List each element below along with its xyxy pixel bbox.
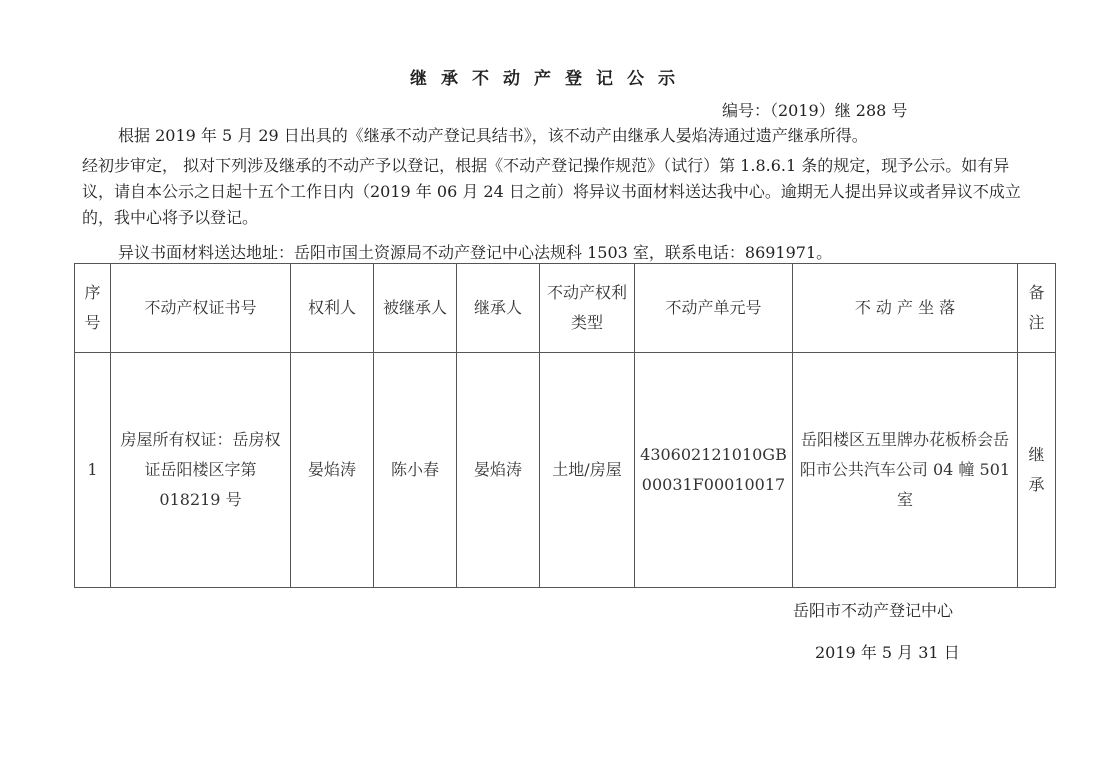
header-unit-number: 不动产单元号 <box>635 264 793 353</box>
cell-heir: 晏焰涛 <box>457 353 540 588</box>
header-decedent: 被继承人 <box>374 264 457 353</box>
cell-decedent: 陈小春 <box>374 353 457 588</box>
cell-remarks: 继承 <box>1018 353 1056 588</box>
paragraph-objection-address: 异议书面材料送达地址：岳阳市国土资源局不动产登记中心法规科 1503 室，联系电话：8691971。 <box>118 243 833 262</box>
header-remarks: 备注 <box>1018 264 1056 353</box>
paragraph-inheritance-basis: 根据 2019 年 5 月 29 日出具的《继承不动产登记具结书》，该不动产由继承人晏焰涛通过遗产继承所得。 <box>118 126 868 145</box>
cell-serial-number: 1 <box>75 353 111 588</box>
issue-date: 2019 年 5 月 31 日 <box>815 643 960 662</box>
table-header-row <box>75 264 1056 353</box>
paragraph-review-notice: 经初步审定， 拟对下列涉及继承的不动产予以登记，根据《不动产登记操作规范》（试行）第 1.8.6.1 条的规定，现予公示。如有异议，请自本公示之日起十五个工作日内（2019 年 06 月 24 日之前）将异议书面材料送达我中心。逾期无人提出异议或者异议不成立的，我中心将予以登记。 <box>82 156 1021 227</box>
property-table <box>74 263 1056 588</box>
header-right-type: 不动产权利类型 <box>540 264 635 353</box>
cell-right-type: 土地/房屋 <box>540 353 635 588</box>
cell-unit-number: 430602121010GB00031F00010017 <box>635 353 793 588</box>
header-location: 不 动 产 坐 落 <box>793 264 1018 353</box>
cell-right-holder: 晏焰涛 <box>291 353 374 588</box>
notice-title: 继承不动产登记公示 <box>410 69 689 89</box>
document-number: 编号：（2019）继 288 号 <box>722 101 908 120</box>
cell-location: 岳阳楼区五里牌办花板桥会岳阳市公共汽车公司 04 幢 501 室 <box>793 353 1018 588</box>
header-right-holder: 权利人 <box>291 264 374 353</box>
header-certificate-number: 不动产权证书号 <box>111 264 291 353</box>
header-serial-number: 序号 <box>75 264 111 353</box>
issuing-organization: 岳阳市不动产登记中心 <box>793 601 954 620</box>
header-heir: 继承人 <box>457 264 540 353</box>
table-row <box>75 353 1056 588</box>
cell-certificate-number: 房屋所有权证：岳房权证岳阳楼区字第 018219 号 <box>111 353 291 588</box>
